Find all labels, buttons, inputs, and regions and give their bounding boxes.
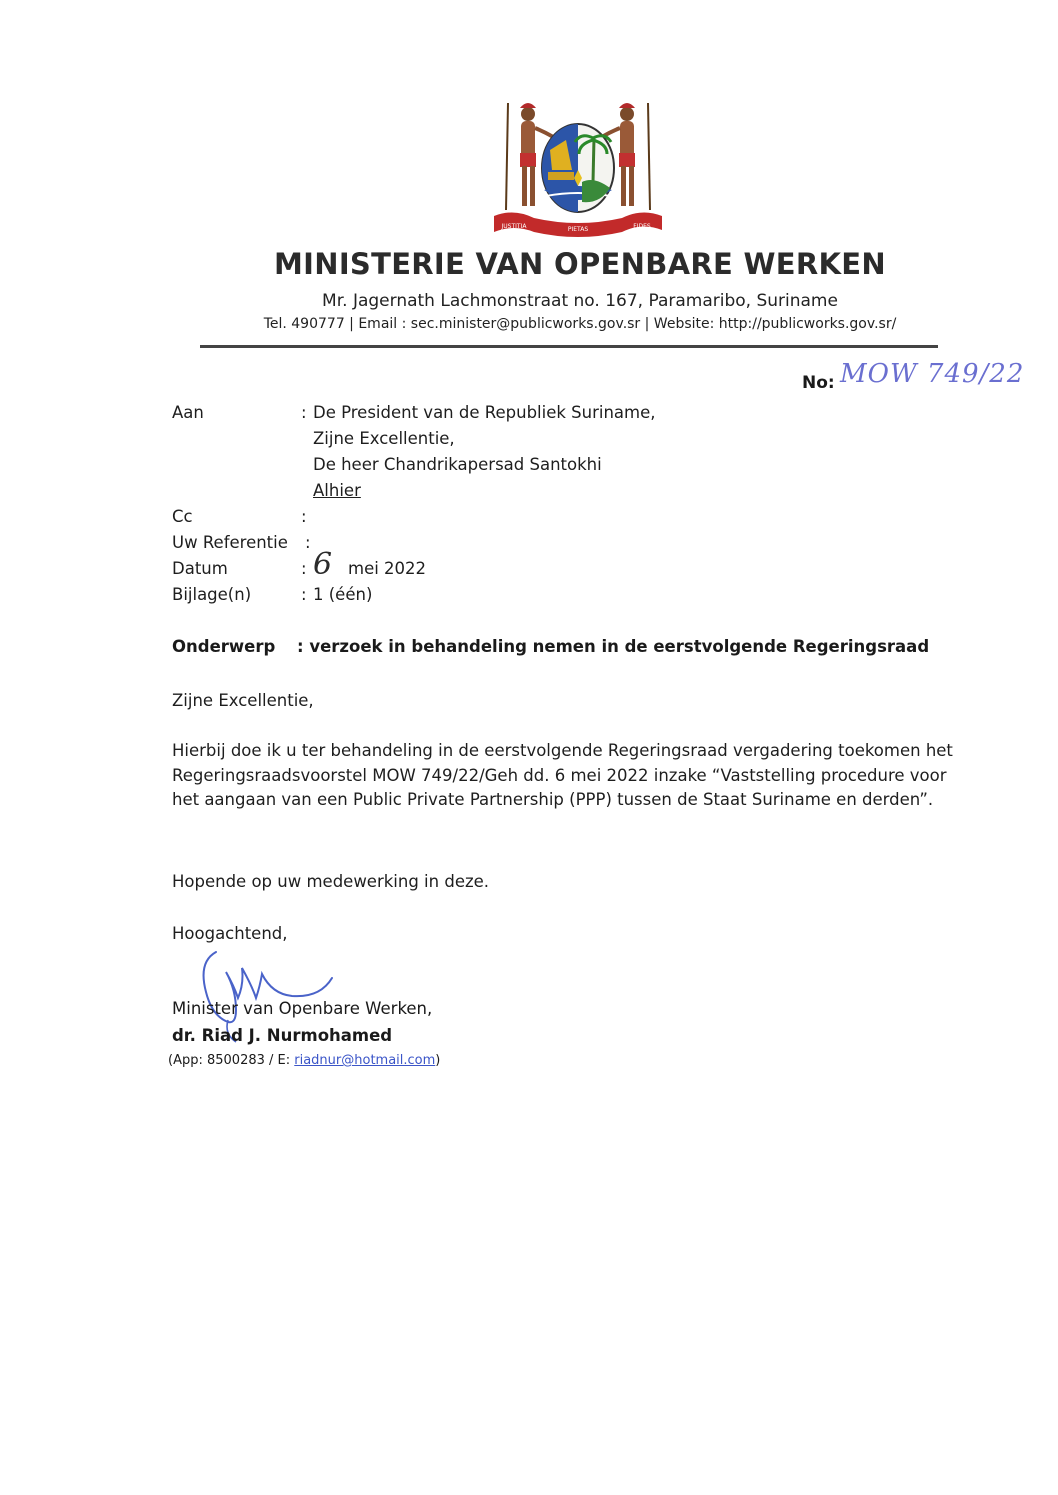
body-hoping: Hopende op uw medewerking in deze. [172,872,490,891]
bijlage-label: Bijlage(n) [172,585,252,604]
cc-label: Cc [172,507,193,526]
bijlage-value: 1 (één) [313,585,373,604]
signatory-contact [168,1053,440,1068]
datum-day-handwritten: 6 [313,547,333,582]
bijlage-colon: : [301,585,307,604]
reference-number-handwritten: MOW 749/22 [840,359,1025,389]
ministry-title: MINISTERIE VAN OPENBARE WERKEN [274,247,886,281]
datum-colon: : [301,559,307,578]
addressee-line: De President van de Republiek Suriname, [313,403,656,422]
shield [542,124,614,212]
signatory-title: Minister van Openbare Werken, [172,999,433,1018]
motto-ribbon [494,212,662,237]
datum-label: Datum [172,559,228,578]
body-paragraph: Hierbij doe ik u ter behandeling in de eerstvolgende Regeringsraad vergadering toekomen het Regeringsraadsvoorstel MOW 749/22/Geh dd. 6 mei 2022 inzake “Vaststelling procedure voor het aangaan van een Public Private Partnership (PPP) tussen de Staat Suriname en derden”. [172,741,953,809]
subject-value: : verzoek in behandeling nemen in de eerstvolgende Regeringsraad [297,637,930,656]
subject-line [172,637,930,656]
aan-colon: : [301,403,307,422]
reference-number-label: No: [802,373,835,393]
ministry-contact-line: Tel. 490777 | Email : sec.minister@publicworks.gov.sr | Website: http://publicworks.gov.sr/ [263,316,897,332]
closing: Hoogachtend, [172,924,288,943]
ministry-address: Mr. Jagernath Lachmonstraat no. 167, Paramaribo, Suriname [322,291,838,311]
uw-referentie-colon: : [305,533,311,552]
addressee-line: Alhier [313,481,361,500]
addressee-line: De heer Chandrikapersad Santokhi [313,455,602,474]
coat-of-arms-emblem [490,98,665,240]
subject-label: Onderwerp [172,637,276,656]
signatory-email-link[interactable]: riadnur@hotmail.com [294,1053,436,1068]
salutation: Zijne Excellentie, [172,691,314,710]
motto-word: FIDES [633,223,651,230]
signatory-contact-suffix: ) [435,1053,441,1068]
aan-label: Aan [172,403,204,422]
datum-value: mei 2022 [348,559,427,578]
addressee-line: Zijne Excellentie, [313,429,455,448]
cc-colon: : [301,507,307,526]
motto-word: PIETAS [567,226,589,233]
uw-referentie-label: Uw Referentie [172,533,288,552]
motto-word: JUSTITIA [501,223,527,230]
letterhead-divider [200,345,938,348]
signatory-name: dr. Riad J. Nurmohamed [172,1026,393,1045]
signatory-contact-prefix: (App: 8500283 / E: [168,1053,295,1068]
